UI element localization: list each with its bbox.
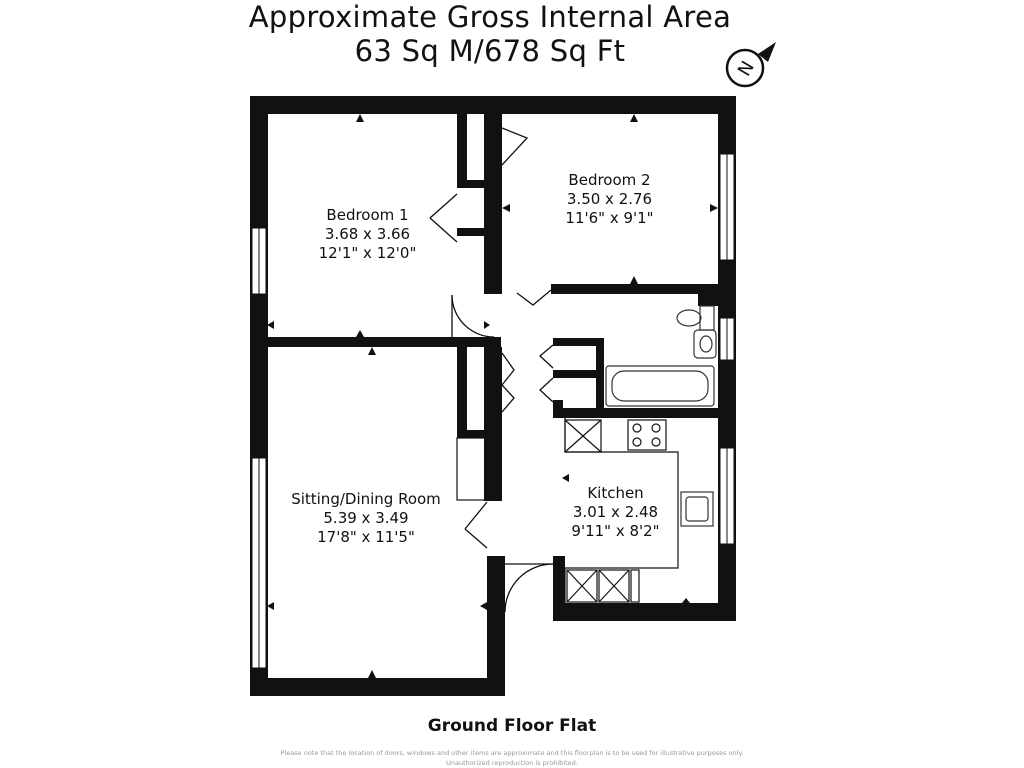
- floor-label: Ground Floor Flat: [427, 716, 597, 736]
- room-metric: 3.50 x 2.76: [566, 190, 653, 208]
- room-imperial: 9'11" x 8'2": [571, 522, 660, 540]
- compass-letter: N: [733, 57, 759, 80]
- room-name: Kitchen: [587, 484, 644, 502]
- room-label-bedroom-2: [542, 171, 677, 228]
- room-imperial: 12'1" x 12'0": [318, 244, 417, 262]
- room-label-bedroom-1: [300, 206, 435, 263]
- room-imperial: 11'6" x 9'1": [565, 209, 654, 227]
- room-label-sitting-dining: [276, 490, 456, 547]
- north-arrow-icon: [727, 42, 776, 86]
- room-name: Sitting/Dining Room: [291, 490, 441, 508]
- room-metric: 3.68 x 3.66: [324, 225, 411, 243]
- room-label-kitchen: [558, 484, 673, 541]
- bathroom-basin: [694, 330, 716, 358]
- disclaimer: Please note that the location of doors, windows and other items are approximate and this floorplan is to be used for illustrative purposes only. Unauthorized reproduction is prohibited.: [280, 749, 744, 767]
- kitchen-sink: [681, 492, 713, 526]
- room-name: Bedroom 2: [568, 171, 651, 189]
- area-title: Approximate Gross Internal Area: [248, 0, 732, 34]
- hob: [628, 420, 666, 450]
- area-value: 63 Sq M/678 Sq Ft: [354, 34, 626, 68]
- cupboard: [457, 438, 487, 500]
- bathtub: [606, 366, 714, 406]
- room-metric: 5.39 x 3.49: [323, 509, 409, 527]
- room-imperial: 17'8" x 11'5": [317, 528, 415, 546]
- room-name: Bedroom 1: [326, 206, 409, 224]
- toilet: [677, 306, 714, 330]
- room-metric: 3.01 x 2.48: [572, 503, 659, 521]
